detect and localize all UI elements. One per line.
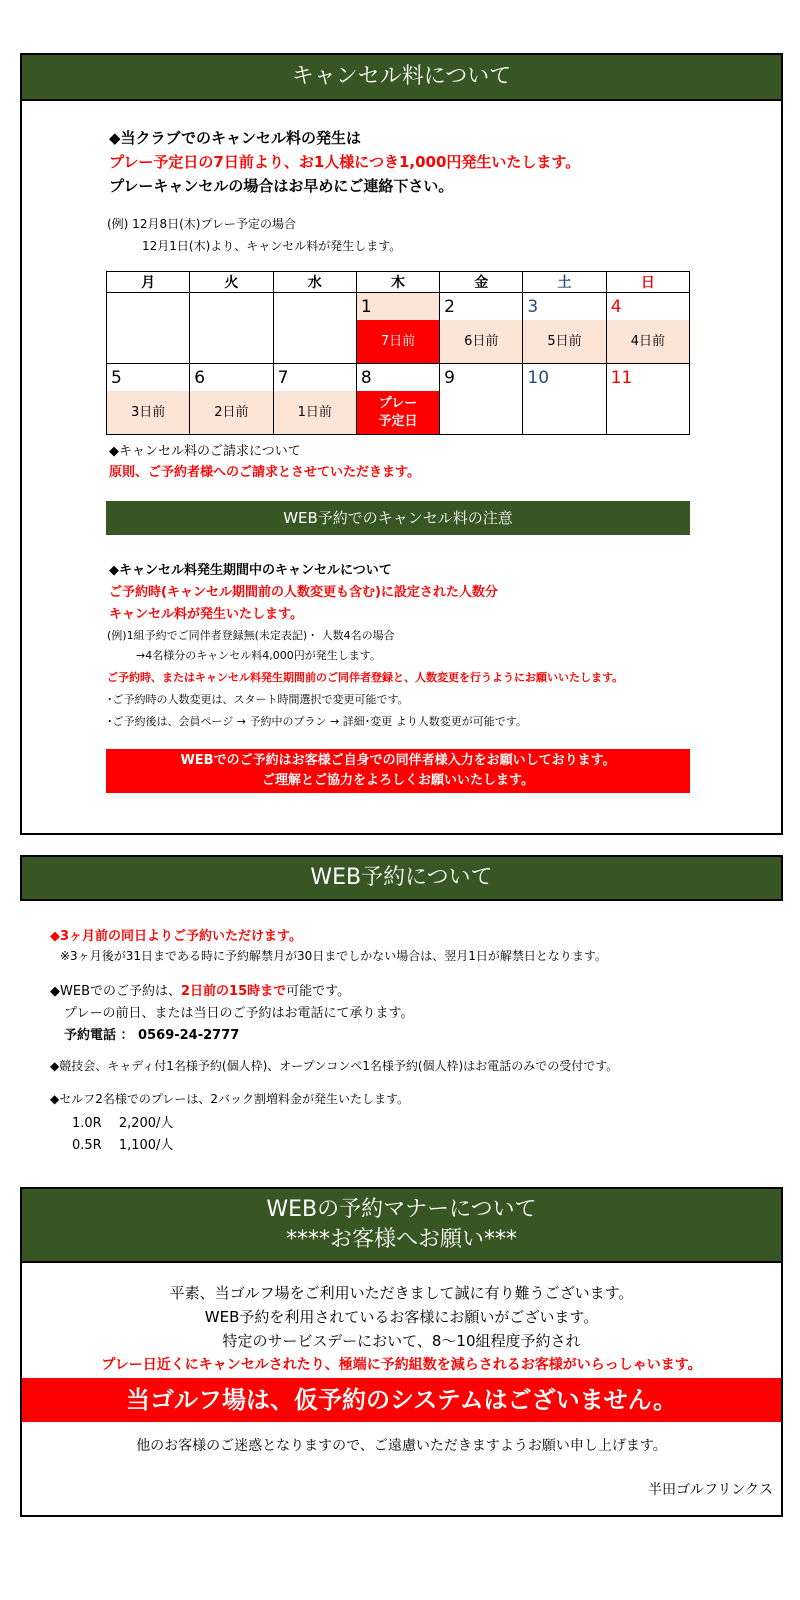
day-number: 11 [610,368,633,388]
notice-example-1: (例)1組予約でご同伴者登録無(未定表記)・ 人数4名の場合 [107,629,395,642]
notice-red-3: ご予約時、またはキャンセル料発生期間前のご同伴者登録と、人数変更を行うようにお願いいたします。 [107,671,624,684]
calendar-day [190,364,273,435]
reservation-item-3: ◆競技会、キャディ付1名様予約(個人枠)、オープンコンペ1名様予約(個人枠)はお電話のみでの受付です。 [50,1059,619,1073]
reservation-item-2 [50,980,350,999]
reservation-item-2-pre: ◆WEBでのご予約は、 [50,984,181,999]
web-reservation-title: WEB予約について [22,857,781,899]
day-number: 1 [360,297,372,317]
calendar-day [273,293,356,364]
day-number: 7 [277,368,289,388]
example-line-2: 12月1日(木)より、キャンセル料が発生します。 [142,239,402,253]
calendar-day [107,293,190,364]
weekday-header: 土 [523,272,606,293]
manners-line-3: 特定のサービスデーにおいて、8～10組程度予約され [222,1332,581,1350]
calendar-day [356,293,439,364]
day-number: 4 [610,297,622,317]
calendar-day [440,293,523,364]
weekday-header: 金 [440,272,523,293]
companion-input-banner [106,749,690,793]
cancellation-fee-title: キャンセル料について [22,55,781,101]
fee-row-1: 1.0R 2,200/人 [72,1116,174,1131]
cancellation-fee-section [20,53,783,835]
weekday-header: 木 [356,272,439,293]
banner-line-1: WEBでのご予約はお客様ご自身での同伴者様入力をお願いしております。 [180,753,616,768]
day-number: 9 [444,368,455,388]
reservation-phone: 予約電話 ： 0569-24-2777 [64,1028,240,1043]
manners-title [22,1189,781,1263]
reservation-item-1: ◆3ヶ月前の同日よりご予約いただけます。 [50,929,303,944]
notice-red-1: ご予約時(キャンセル期間前の人数変更も含む)に設定された人数分 [109,585,498,600]
notice-bullet-1: ･ご予約時の人数変更は、スタート時間選択で変更可能です。 [107,693,409,706]
days-before-label: 5日前 [523,320,605,363]
manners-line-2: WEB予約を利用されているお客様にお願いがございます。 [204,1308,599,1326]
calendar-day [273,364,356,435]
day-number: 3 [527,297,539,317]
days-before-label: 2日前 [190,391,272,434]
web-reservation-header-box [20,855,783,901]
reservation-item-2-line2: プレーの前日、または当日のご予約はお電話にて承ります。 [64,1006,414,1021]
weekday-header: 月 [107,272,190,293]
day-number: 10 [527,368,550,388]
days-before-label: 6日前 [440,320,522,363]
manners-body [22,1281,781,1377]
manners-title-line-2: ****お客様へお願い*** [285,1227,517,1252]
cancellation-calendar [106,271,690,435]
reservation-item-4: ◆セルフ2名様でのプレーは、2バック割増料金が発生いたします。 [50,1092,410,1106]
manners-line-1: 平素、当ゴルフ場をご利用いただきまして誠に有り難うございます。 [169,1284,634,1302]
manners-line-5: 他のお客様のご迷惑となりますので、ご遠慮いただきますようお願い申し上げます。 [136,1438,667,1454]
cancel-heading-2: プレー予定日の7日前より、お1人様につき1,000円発生いたします。 [109,153,581,171]
web-notice-title: WEB予約でのキャンセル料の注意 [106,501,690,535]
no-provisional-reservation-banner: 当ゴルフ場は、仮予約のシステムはございません。 [22,1378,781,1422]
day-number: 5 [111,368,122,388]
notice-heading: ◆キャンセル料発生期間中のキャンセルについて [109,563,392,578]
notice-example-2: →4名様分のキャンセル料4,000円が発生します。 [136,649,381,662]
fee-row-2: 0.5R 1,100/人 [72,1138,174,1153]
days-before-label: 3日前 [107,391,189,434]
manners-title-line-1: WEBの予約マナーについて [266,1197,537,1222]
cancel-heading-3: プレーキャンセルの場合はお早めにご連絡下さい。 [109,177,454,195]
notice-red-2: キャンセル料が発生いたします。 [109,607,303,622]
notice-bullet-2: ･ご予約後は、会員ページ → 予約中のプラン → 詳細･変更 より人数変更が可能です。 [107,715,527,728]
banner-line-2: ご理解とご協力をよろしくお願いいたします。 [262,773,534,788]
calendar-day [606,293,689,364]
calendar-day [356,364,439,435]
billing-heading: ◆キャンセル料のご請求について [109,444,301,459]
calendar-day [606,364,689,435]
reservation-item-2-post: 可能です。 [286,984,351,999]
calendar-day [107,364,190,435]
weekday-header: 日 [606,272,689,293]
days-before-label: 1日前 [274,391,356,434]
weekday-header: 火 [190,272,273,293]
cancel-heading-1: ◆当クラブでのキャンセル料の発生は [109,129,361,147]
reservation-manners-section [20,1187,783,1517]
day-number: 2 [444,297,455,317]
calendar-day [440,364,523,435]
calendar-day [523,293,606,364]
reservation-deadline: 2日前の15時まで [180,984,287,999]
billing-text: 原則、ご予約者様へのご請求とさせていただきます。 [109,465,420,480]
day-number: 8 [360,368,372,388]
calendar-day [190,293,273,364]
calendar-day [523,364,606,435]
weekday-header: 水 [273,272,356,293]
days-before-label: 4日前 [607,320,689,363]
manners-line-4: プレー日近くにキャンセルされたり、極端に予約組数を減らされるお客様がいらっしゃいます。 [101,1357,702,1373]
days-before-label: プレー 予定日 [357,391,439,434]
day-number: 6 [194,368,206,388]
reservation-item-1-note: ※3ヶ月後が31日まである時に予約解禁月が30日までしかない場合は、翌月1日が解禁日となります。 [60,949,607,963]
example-line-1: (例) 12月8日(木)プレー予定の場合 [107,217,296,231]
days-before-label: 7日前 [357,320,439,363]
golf-club-signature: 半田ゴルフリンクス [647,1482,773,1498]
